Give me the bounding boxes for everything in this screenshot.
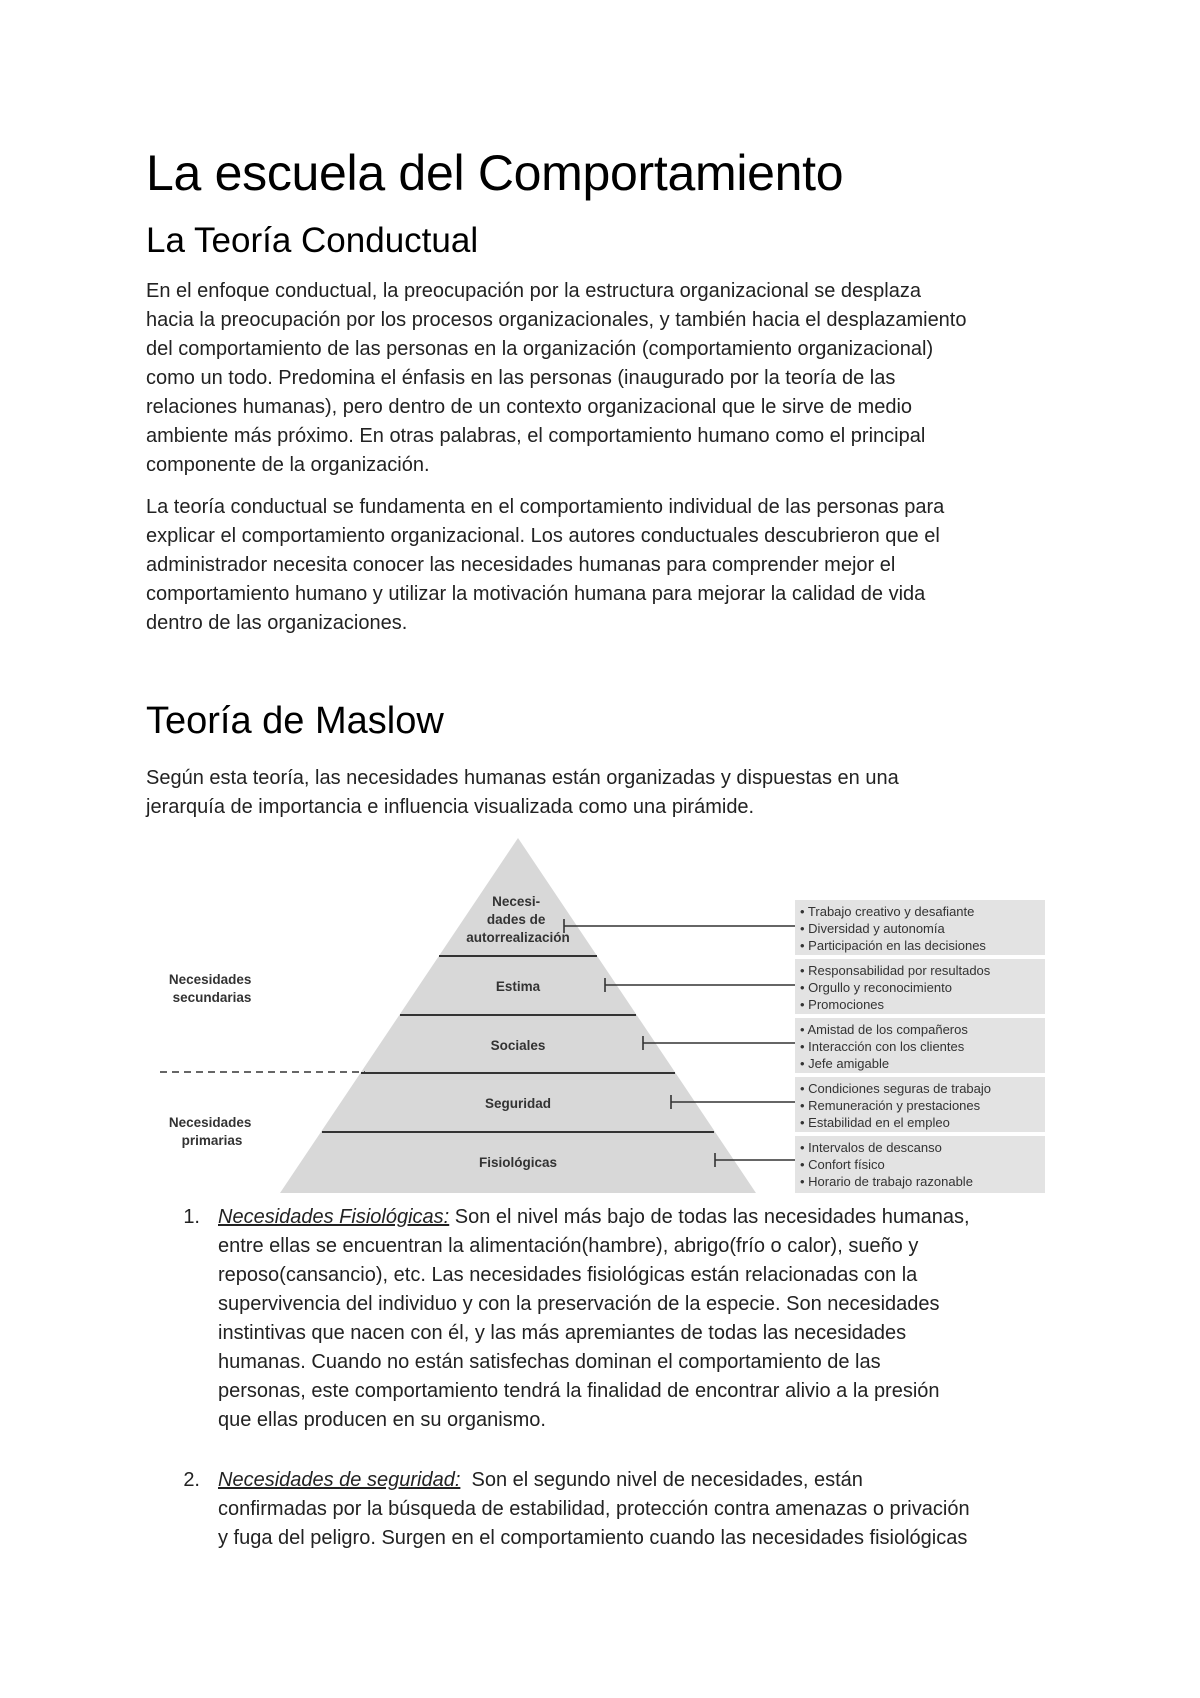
needs-list-autorrealizacion: • Trabajo creativo y desafiante • Diversidad y autonomía • Participación en las decisiones [800,904,986,953]
text-line: componente de la organización. [146,454,430,476]
side-label-secundarias: Necesidades secundarias [168,972,252,1005]
text-line: comportamiento humano y utilizar la motivación humana para mejorar la calidad de vida [146,583,926,605]
list-number: 2. [183,1469,200,1491]
text-line: que ellas producen en su organismo. [218,1409,546,1431]
level-label-autorrealizacion: Necesi- dades de autorrealización [466,894,570,945]
text-line: y fuga del peligro. Surgen en el comportamiento cuando las necesidades fisiológicas [218,1527,968,1549]
text-line: personas, este comportamiento tendrá la finalidad de encontrar alivio a la presión [218,1380,940,1402]
paragraph-enfoque-conductual [146,277,1076,480]
level-label-fisiologicas: Fisiológicas [478,1155,558,1170]
text-line: dentro de las organizaciones. [146,612,408,634]
text-line: relaciones humanas), pero dentro de un contexto organizacional que le sirve de medio [146,396,913,418]
text-line: como un todo. Predomina el énfasis en las personas (inaugurado por la teoría de las [146,367,896,389]
connector-autorrealizacion [564,919,795,933]
text-line: En el enfoque conductual, la preocupación por la estructura organizacional se desplaza [146,280,921,302]
needs-list-fisiologicas: • Intervalos de descanso • Confort físico • Horario de trabajo razonable [800,1140,973,1189]
needs-list-sociales: • Amistad de los compañeros • Interacción con los clientes • Jefe amigable [800,1022,968,1071]
list-term: Necesidades de seguridad: [218,1469,461,1491]
section-heading-teoria-conductual: La Teoría Conductual [146,221,479,260]
maslow-pyramid-diagram [150,838,1050,1198]
level-label-estima: Estima [495,979,541,994]
text-line: Son el segundo nivel de necesidades, están [460,1469,863,1491]
side-label-primarias: Necesidades primarias [168,1115,252,1148]
text-line: explicar el comportamiento organizacional. Los autores conductuales descubrieron que el [146,525,940,547]
text-line: Son el nivel más bajo de todas las necesidades humanas, [449,1206,970,1228]
needs-list-estima: • Responsabilidad por resultados • Orgullo y reconocimiento • Promociones [800,963,991,1012]
text-line: del comportamiento de las personas en la organización (comportamiento organizacional) [146,338,934,360]
text-line: reposo(cansancio), etc. Las necesidades fisiológicas están relacionadas con la [218,1264,918,1286]
level-label-seguridad: Seguridad [484,1096,552,1111]
section-heading-maslow: Teoría de Maslow [146,700,444,742]
text-line: confirmadas por la búsqueda de estabilidad, protección contra amenazas o privación [218,1498,970,1520]
text-line: ambiente más próximo. En otras palabras, el comportamiento humano como el principal [146,425,926,447]
text-line: instintivas que nacen con él, y las más apremiantes de todas las necesidades [218,1322,907,1344]
needs-list-seguridad: • Condiciones seguras de trabajo • Remuneración y prestaciones • Estabilidad en el empleo [800,1081,992,1130]
text-line: jerarquía de importancia e influencia visualizada como una pirámide. [146,796,755,818]
paragraph-maslow-intro [146,764,1076,822]
page-title: La escuela del Comportamiento [146,145,844,201]
level-label-sociales: Sociales [490,1038,546,1053]
text-line: humanas. Cuando no están satisfechas dominan el comportamiento de las [218,1351,881,1373]
text-line: entre ellas se encuentran la alimentación(hambre), abrigo(frío o calor), sueño y [218,1235,919,1257]
text-line: La teoría conductual se fundamenta en el comportamiento individual de las personas para [146,496,945,518]
text-line: administrador necesita conocer las necesidades humanas para comprender mejor el [146,554,896,576]
text-line: Según esta teoría, las necesidades humanas están organizadas y dispuestas en una [146,767,899,789]
list-number: 1. [183,1206,200,1228]
paragraph-teoria-conductual [146,493,1076,638]
text-line: hacia la preocupación por los procesos organizacionales, y también hacia el desplazamiento [146,309,967,331]
connector-estima [605,978,795,992]
connector-sociales [643,1036,795,1050]
text-line: supervivencia del individuo y con la preservación de la especie. Son necesidades [218,1293,940,1315]
list-term: Necesidades Fisiológicas: [218,1206,450,1228]
